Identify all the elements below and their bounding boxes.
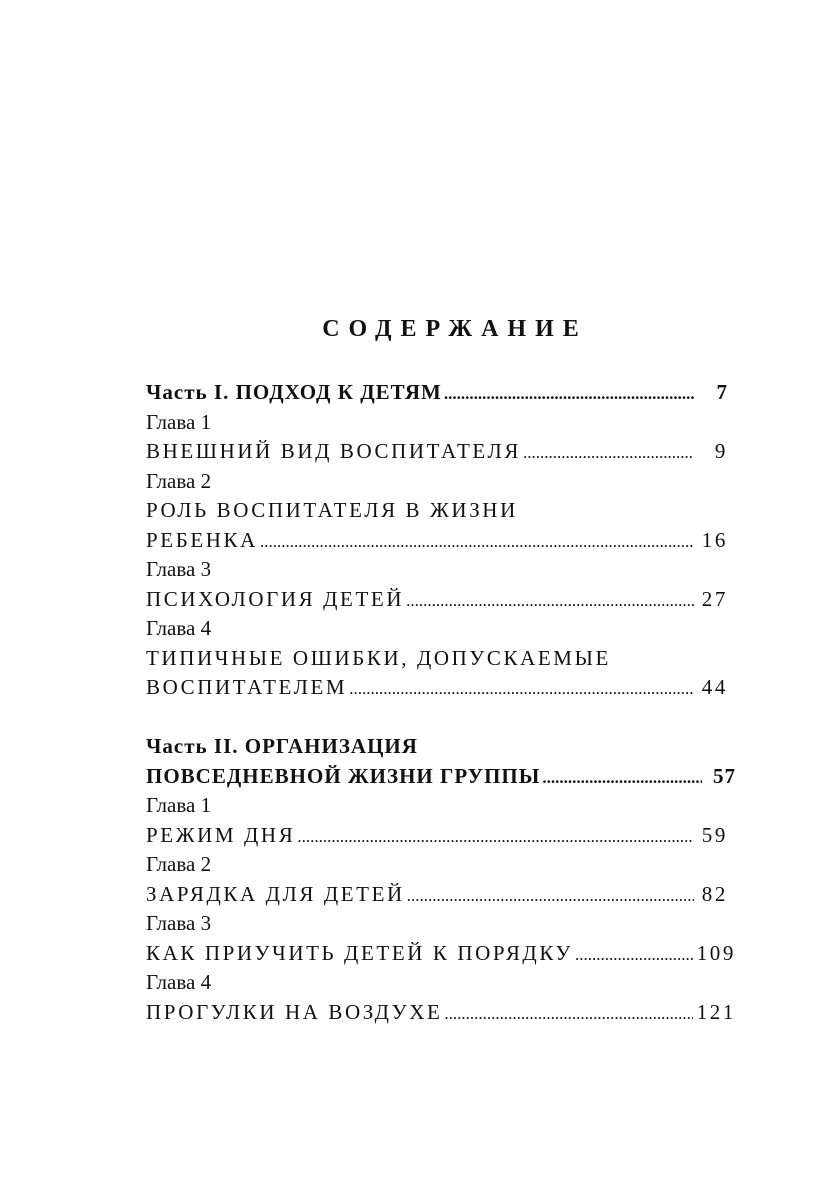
chapter-title: КАК ПРИУЧИТЬ ДЕТЕЙ К ПОРЯДКУ (146, 940, 574, 965)
toc-part-1 (146, 378, 736, 703)
page-number: 7 (716, 380, 728, 404)
leader-dots (297, 822, 694, 852)
leader-dots (407, 881, 694, 911)
chapter-label: Глава 3 (146, 557, 212, 581)
chapter-entry[interactable] (146, 821, 736, 851)
page-number: 16 (701, 527, 728, 552)
chapter-label: Глава 2 (146, 468, 212, 493)
leader-dots (444, 999, 692, 1029)
part-title[interactable]: Часть II. ОРГАНИЗАЦИЯ (146, 734, 418, 758)
chapter-title: ВОСПИТАТЕЛЕМ (146, 675, 348, 699)
chapter-label: Глава 1 (146, 409, 212, 434)
page-title: СОДЕРЖАНИЕ (322, 316, 588, 342)
part-title: Часть I. ПОДХОД К ДЕТЯМ (146, 380, 442, 404)
chapter-entry[interactable] (146, 437, 736, 467)
toc-part-2 (146, 732, 736, 1027)
page-number: 121 (696, 999, 736, 1024)
leader-dots (349, 674, 694, 704)
page-number: 44 (701, 675, 728, 699)
chapter-label: Глава 3 (146, 911, 212, 935)
page-number: 82 (701, 881, 728, 906)
page-number: 9 (714, 439, 728, 463)
leader-dots (260, 527, 694, 557)
page-number: 59 (701, 822, 728, 847)
leader-dots (444, 379, 694, 409)
chapter-entry[interactable] (146, 585, 736, 615)
chapter-title: ПРОГУЛКИ НА ВОЗДУХЕ (146, 999, 443, 1024)
page-number: 109 (696, 940, 736, 965)
leader-dots (542, 763, 702, 793)
leader-dots (406, 586, 694, 616)
chapter-label: Глава 4 (146, 970, 212, 994)
chapter-label: Глава 1 (146, 793, 212, 817)
page-number: 57 (713, 763, 736, 788)
page-number: 27 (701, 586, 728, 611)
leader-dots (575, 940, 693, 970)
leader-dots (523, 438, 694, 468)
part-heading[interactable] (146, 378, 736, 408)
chapter-title[interactable]: РОЛЬ ВОСПИТАТЕЛЯ В ЖИЗНИ (146, 498, 518, 522)
chapter-label: Глава 4 (146, 616, 212, 640)
chapter-entry[interactable] (146, 880, 736, 910)
chapter-label: Глава 2 (146, 852, 212, 876)
part-heading[interactable] (146, 762, 736, 792)
chapter-entry[interactable] (146, 673, 736, 703)
chapter-title[interactable]: ТИПИЧНЫЕ ОШИБКИ, ДОПУСКАЕМЫЕ (146, 645, 611, 670)
chapter-title: РЕБЕНКА (146, 527, 258, 552)
chapter-title: ПСИХОЛОГИЯ ДЕТЕЙ (146, 586, 405, 611)
chapter-title: ЗАРЯДКА ДЛЯ ДЕТЕЙ (146, 881, 405, 906)
part-title: ПОВСЕДНЕВНОЙ ЖИЗНИ ГРУППЫ (146, 763, 541, 788)
chapter-entry[interactable] (146, 939, 736, 969)
chapter-entry[interactable] (146, 998, 736, 1028)
chapter-title: РЕЖИМ ДНЯ (146, 822, 296, 847)
chapter-entry[interactable] (146, 526, 736, 556)
chapter-title: ВНЕШНИЙ ВИД ВОСПИТАТЕЛЯ (146, 439, 521, 463)
